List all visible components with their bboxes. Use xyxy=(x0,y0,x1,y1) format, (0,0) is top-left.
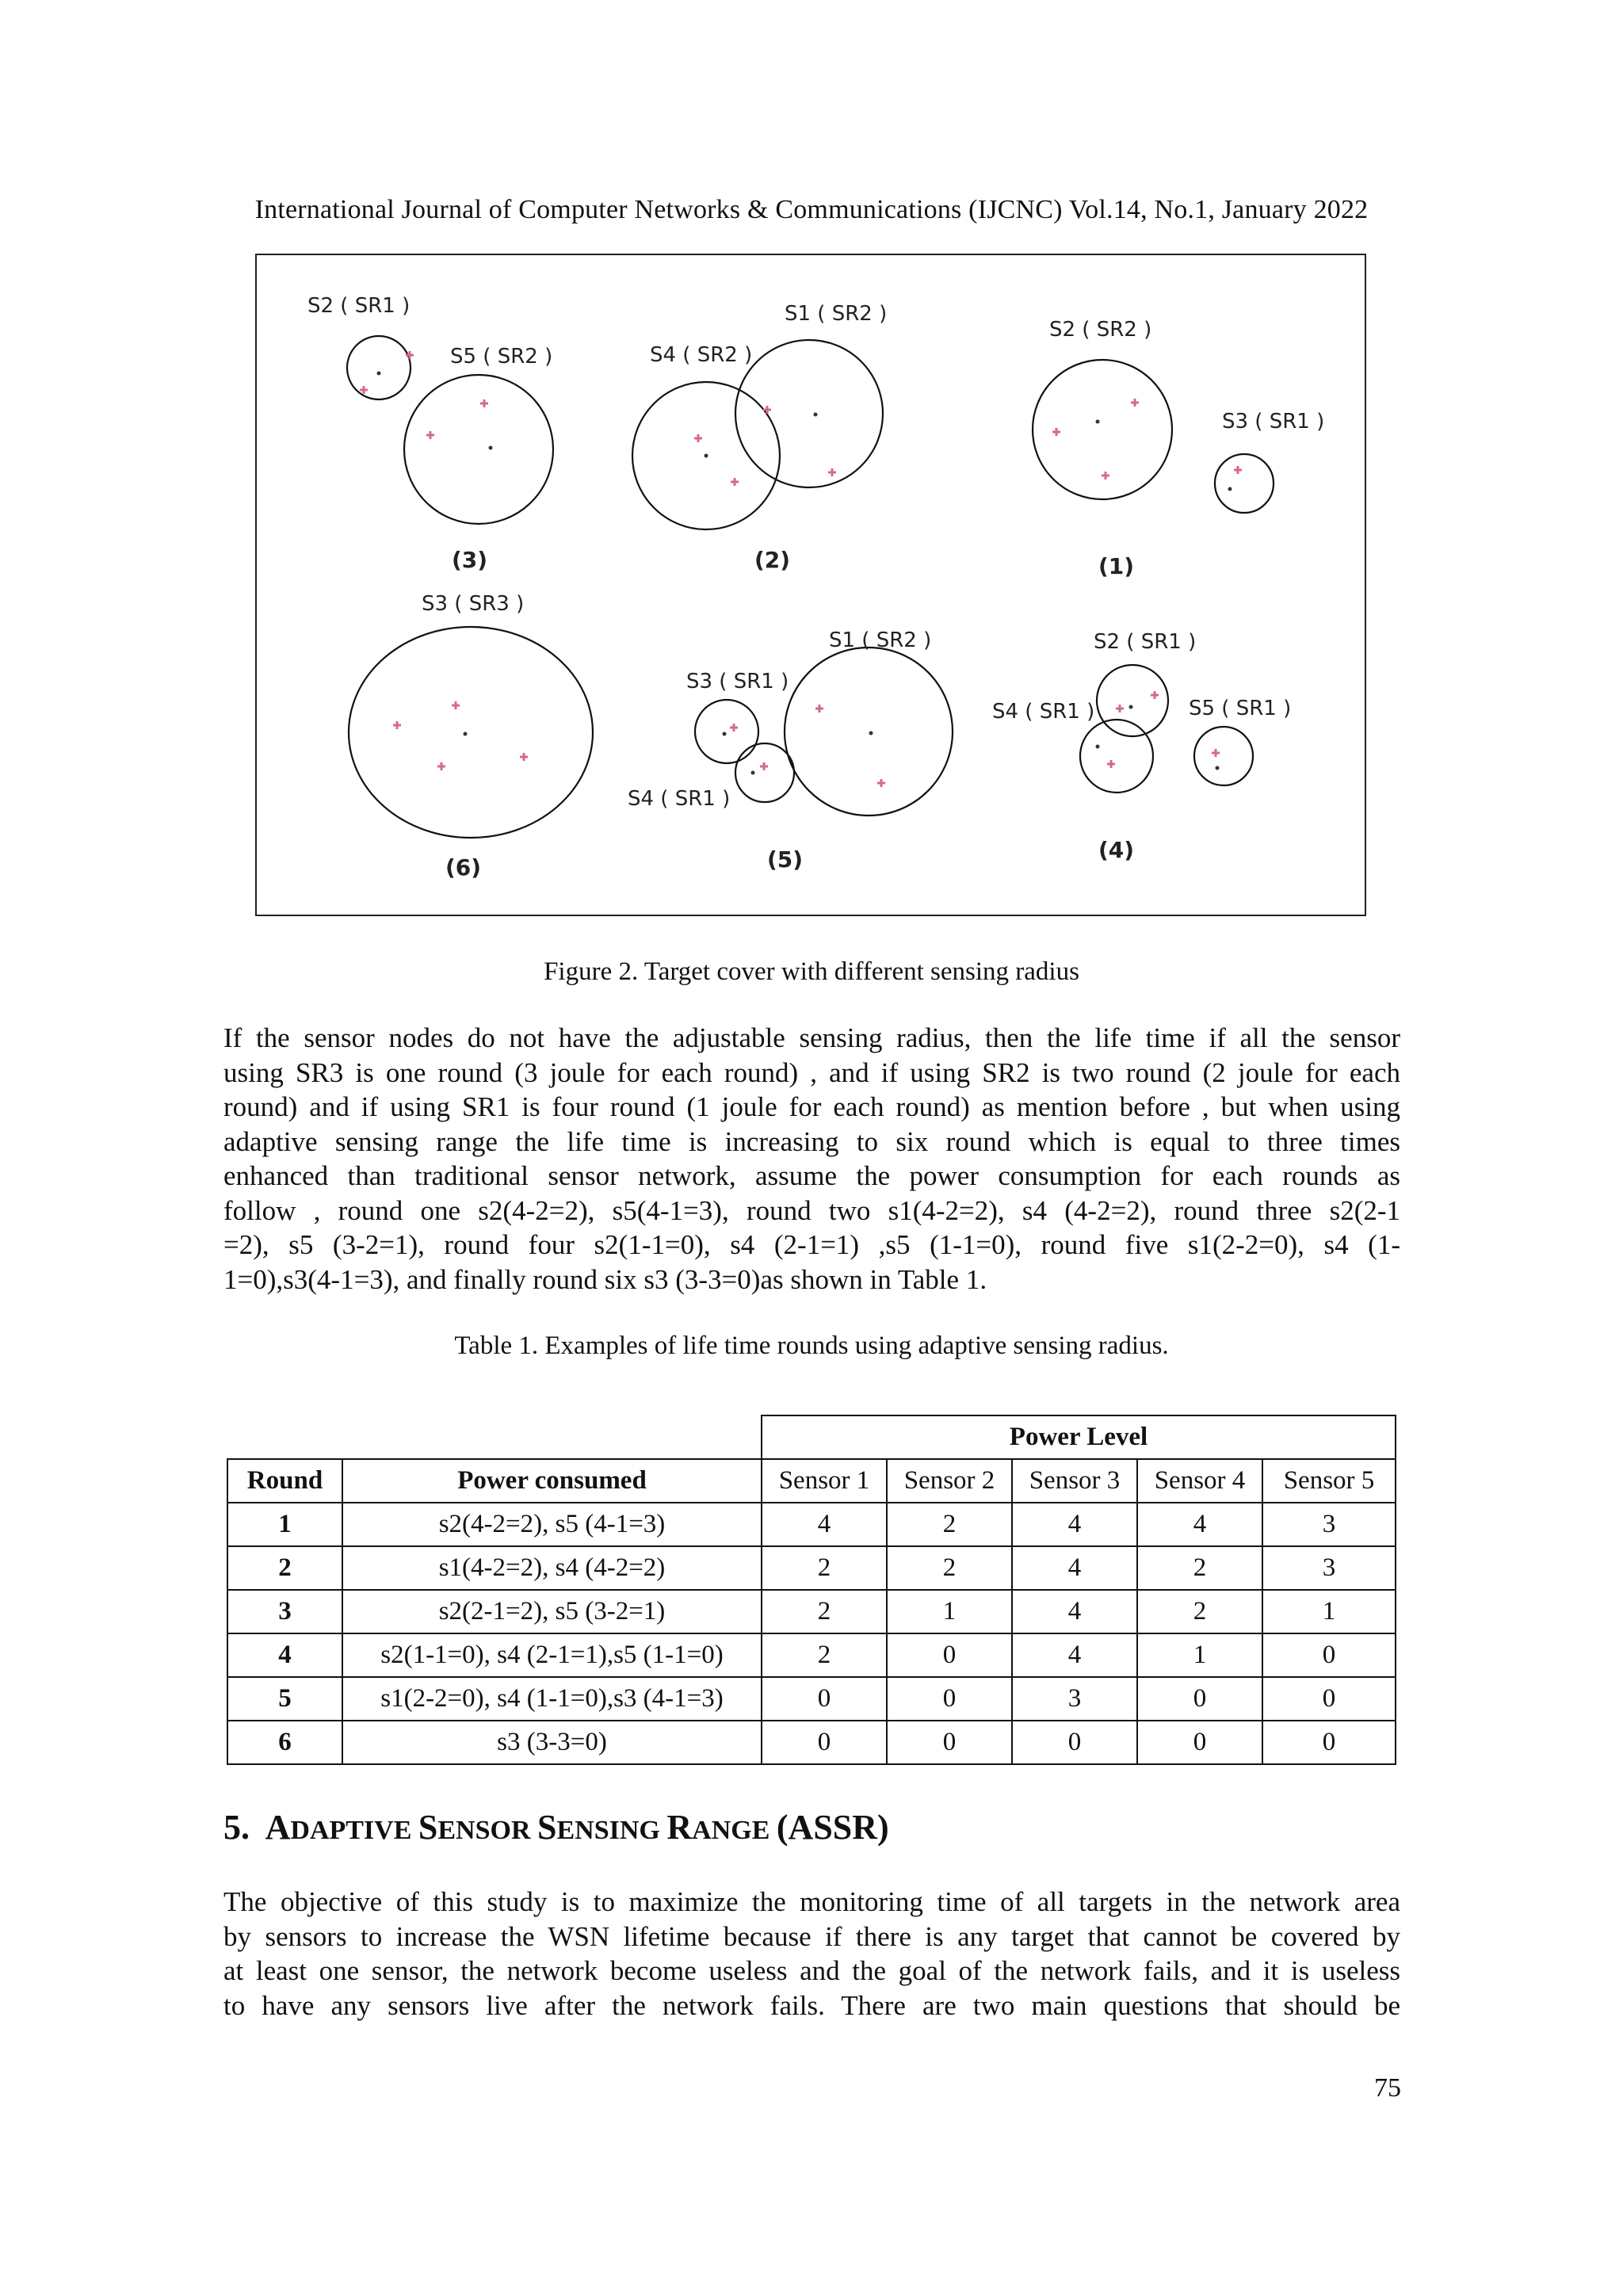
table-cell: 1 xyxy=(1262,1590,1396,1633)
circle-s2-sr1-p4 xyxy=(1097,665,1168,736)
section-title-part: R xyxy=(666,1808,693,1847)
table-row xyxy=(227,1546,1396,1590)
table-cell: 5 xyxy=(227,1677,342,1721)
table-cell: s2(1-1=0), s4 (2-1=1),s5 (1-1=0) xyxy=(342,1633,762,1677)
label-s5-sr1-p4: S5 ( SR1 ) xyxy=(1189,697,1292,720)
table-cell: 2 xyxy=(762,1633,887,1677)
table-cell: 0 xyxy=(1137,1721,1262,1764)
label-s4-sr1-p5: S4 ( SR1 ) xyxy=(628,787,731,811)
table-cell: s1(4-2=2), s4 (4-2=2) xyxy=(342,1546,762,1590)
table-cell: 3 xyxy=(1012,1677,1137,1721)
table-cell: s3 (3-3=0) xyxy=(342,1721,762,1764)
table-cell: 2 xyxy=(887,1546,1012,1590)
power-level-table xyxy=(227,1415,1396,1765)
table-cell: 4 xyxy=(1012,1503,1137,1546)
table-row xyxy=(227,1503,1396,1546)
paragraph-2-line: to have any sensors live after the network fails. There are two main questions that should be xyxy=(223,1989,1400,2021)
section-title-part: A xyxy=(265,1808,291,1847)
panel-number-2: (2) xyxy=(754,547,791,573)
circle-s3-sr1-p5 xyxy=(695,700,758,763)
table-cell: 2 xyxy=(1137,1590,1262,1633)
label-s4-sr2-p2: S4 ( SR2 ) xyxy=(650,343,753,367)
section-title-part: (ASSR) xyxy=(776,1808,889,1847)
table-cell: 0 xyxy=(762,1677,887,1721)
figure-2 xyxy=(255,254,1366,916)
label-s2-sr1-p4: S2 ( SR1 ) xyxy=(1094,630,1197,654)
table-header: Sensor 5 xyxy=(1262,1459,1396,1503)
figure-2-diagram xyxy=(257,255,1368,918)
table-cell: 4 xyxy=(1137,1503,1262,1546)
paragraph-1-line: enhanced than traditional sensor network, assume the power consumption for each rounds as xyxy=(223,1160,1400,1191)
page-number: 75 xyxy=(1374,2073,1401,2103)
paragraph-2-line: The objective of this study is to maximize the monitoring time of all targets in the network area xyxy=(223,1886,1400,1917)
panel-number-1: (1) xyxy=(1098,553,1135,579)
table-cell: 2 xyxy=(227,1546,342,1590)
table-cell: 6 xyxy=(227,1721,342,1764)
section-title-part: S xyxy=(537,1808,557,1847)
circle-s3-sr1-p1 xyxy=(1215,454,1274,513)
panel-number-4: (4) xyxy=(1098,837,1135,863)
table-cell: 1 xyxy=(1137,1633,1262,1677)
paragraph-1-line: =2), s5 (3-2=1), round four s2(1-1=0), s4 (2-1=1) ,s5 (1-1=0), round five s1(2-2=0), s4 (1- xyxy=(223,1229,1400,1260)
paragraph-1-line: round) and if using SR1 is four round (1 joule for each round) as mention before , but when using xyxy=(223,1091,1400,1122)
paragraph-1-line: using SR3 is one round (3 joule for each round) , and if using SR2 is two round (2 joule for each xyxy=(223,1056,1400,1088)
table-caption: Table 1. Examples of life time rounds using adaptive sensing radius. xyxy=(454,1331,1169,1360)
label-s1-sr2-p5: S1 ( SR2 ) xyxy=(829,628,932,652)
table-header: Sensor 3 xyxy=(1012,1459,1137,1503)
table-header: Power consumed xyxy=(342,1459,762,1503)
panel-number-5: (5) xyxy=(767,846,804,873)
table-cell: 0 xyxy=(1262,1633,1396,1677)
table-row xyxy=(227,1590,1396,1633)
table-header: Sensor 2 xyxy=(887,1459,1012,1503)
table-cell: 0 xyxy=(887,1721,1012,1764)
paragraph-2-line: at least one sensor, the network become useless and the goal of the network fails, and it is useless xyxy=(223,1955,1400,1986)
paragraph-2-line: by sensors to increase the WSN lifetime because if there is any target that cannot be covered by xyxy=(223,1920,1400,1952)
section-title-part: ENSOR xyxy=(437,1816,538,1845)
label-s5-sr2-p3: S5 ( SR2 ) xyxy=(450,345,553,369)
paragraph-1 xyxy=(223,1021,1400,1297)
table-cell: 4 xyxy=(1012,1546,1137,1590)
circle-s5-sr2-p3 xyxy=(404,375,553,524)
table-cell: 2 xyxy=(762,1546,887,1590)
circle-s2-sr1-p3 xyxy=(347,336,411,399)
circle-s3-sr3-p6 xyxy=(349,627,593,838)
table-header: Sensor 4 xyxy=(1137,1459,1262,1503)
table-cell: 0 xyxy=(887,1677,1012,1721)
circle-s4-sr1-p5 xyxy=(735,743,794,802)
table-header-row xyxy=(227,1459,1396,1503)
table-cell: 0 xyxy=(762,1721,887,1764)
section-title-part: S xyxy=(418,1808,438,1847)
section-number: 5. xyxy=(223,1808,250,1847)
label-s3-sr1-p5: S3 ( SR1 ) xyxy=(686,670,789,693)
circle-s4-sr1-p4 xyxy=(1080,720,1153,793)
table-cell: 3 xyxy=(227,1590,342,1633)
label-s2-sr1-p3: S2 ( SR1 ) xyxy=(307,294,411,318)
table-cell: 2 xyxy=(1137,1546,1262,1590)
panel-number-6: (6) xyxy=(445,854,482,881)
circle-s1-sr2-p2 xyxy=(735,340,883,487)
table-cell: 4 xyxy=(1012,1590,1137,1633)
section-heading xyxy=(223,1807,889,1847)
label-s4-sr1-p4: S4 ( SR1 ) xyxy=(992,700,1095,724)
label-s3-sr3-p6: S3 ( SR3 ) xyxy=(422,592,525,616)
table-cell: 2 xyxy=(887,1503,1012,1546)
table-cell: 4 xyxy=(1012,1633,1137,1677)
running-header: International Journal of Computer Networks & Communications (IJCNC) Vol.14, No.1, January 2022 xyxy=(254,195,1369,224)
section-title-part: ANGE xyxy=(692,1816,777,1845)
label-s1-sr2-p2: S1 ( SR2 ) xyxy=(785,302,888,326)
circle-s5-sr1-p4 xyxy=(1194,727,1253,785)
table-row xyxy=(227,1633,1396,1677)
table-cell: 3 xyxy=(1262,1503,1396,1546)
table-row xyxy=(227,1721,1396,1764)
paragraph-1-line: If the sensor nodes do not have the adjustable sensing radius, then the life time if all the sensor xyxy=(223,1022,1400,1053)
circle-s2-sr2-p1 xyxy=(1033,360,1172,499)
section-title-part: ENSING xyxy=(556,1816,667,1845)
paragraph-2 xyxy=(223,1885,1400,2023)
table-cell: 0 xyxy=(1137,1677,1262,1721)
table-cell: 0 xyxy=(1262,1677,1396,1721)
panel-number-3: (3) xyxy=(452,547,488,573)
table-cell: 1 xyxy=(887,1590,1012,1633)
section-title-part: DAPTIVE xyxy=(290,1816,418,1845)
label-s3-sr1-p1: S3 ( SR1 ) xyxy=(1222,410,1325,434)
figure-caption: Figure 2. Target cover with different sensing radius xyxy=(544,957,1079,986)
table-row xyxy=(227,1677,1396,1721)
table-cell: s2(2-1=2), s5 (3-2=1) xyxy=(342,1590,762,1633)
table-header: Sensor 1 xyxy=(762,1459,887,1503)
table-cell: 4 xyxy=(227,1633,342,1677)
paragraph-1-line: 1=0),s3(4-1=3), and finally round six s3 (3-3=0)as shown in Table 1. xyxy=(223,1263,987,1295)
table-cell: s2(4-2=2), s5 (4-1=3) xyxy=(342,1503,762,1546)
label-s2-sr2-p1: S2 ( SR2 ) xyxy=(1049,318,1152,342)
table-cell: 2 xyxy=(762,1590,887,1633)
table-group-header: Power Level xyxy=(762,1415,1396,1459)
table-blank-corner xyxy=(227,1415,762,1459)
table-cell: 0 xyxy=(887,1633,1012,1677)
table-header: Round xyxy=(227,1459,342,1503)
table-cell: 4 xyxy=(762,1503,887,1546)
table-cell: s1(2-2=0), s4 (1-1=0),s3 (4-1=3) xyxy=(342,1677,762,1721)
paragraph-1-line: follow , round one s2(4-2=2), s5(4-1=3), round two s1(4-2=2), s4 (4-2=2), round three s2(2-1 xyxy=(223,1194,1400,1226)
table-cell: 0 xyxy=(1262,1721,1396,1764)
table-cell: 3 xyxy=(1262,1546,1396,1590)
table-cell: 0 xyxy=(1012,1721,1137,1764)
circle-s1-sr2-p5 xyxy=(785,648,953,816)
paragraph-1-line: adaptive sensing range the life time is increasing to six round which is equal to three times xyxy=(223,1125,1400,1157)
table-cell: 1 xyxy=(227,1503,342,1546)
